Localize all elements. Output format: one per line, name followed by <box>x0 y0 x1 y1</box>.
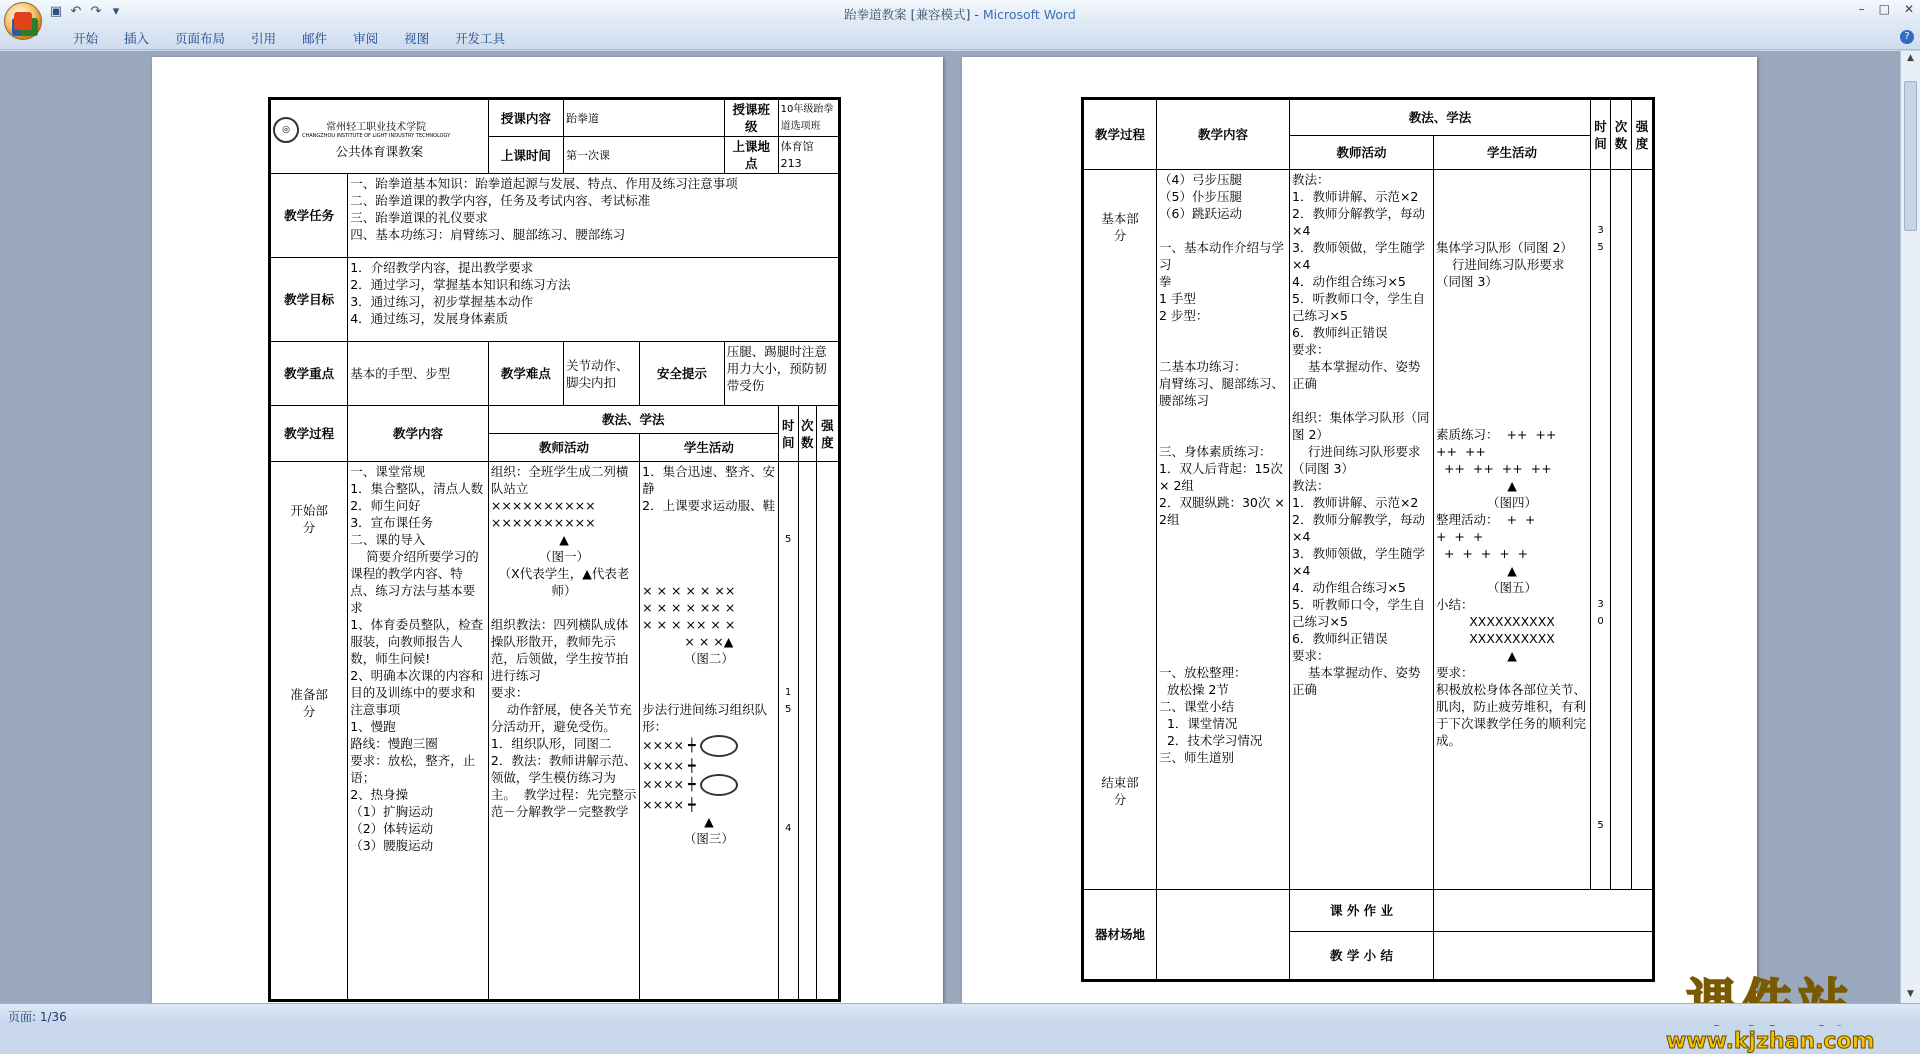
teacher-line: 4．动作组合练习×5 <box>1292 274 1406 289</box>
header-time: 时间 <box>1591 100 1611 170</box>
teacher-line: 3．教师领做，学生随学×4 <box>1292 546 1425 578</box>
teacher-line: 要求： <box>1292 342 1330 357</box>
formation-row: ++ ++ ++ ++ <box>1436 461 1552 476</box>
content-line: （2）体转运动 <box>350 821 434 836</box>
content-line: 1 手型 <box>1159 291 1196 306</box>
spiral-path-icon <box>700 774 738 796</box>
office-logo-icon <box>14 12 32 30</box>
teacher-line: 3．教师领做，学生随学×4 <box>1292 240 1425 272</box>
formation-row: ×××× ┿ <box>642 774 776 796</box>
content-line: 拳 <box>1159 274 1172 289</box>
time-label: 上课时间 <box>488 137 563 174</box>
content-line: 二、课堂小结 <box>1159 699 1235 714</box>
header-school-cell <box>271 100 489 174</box>
tab-developer[interactable]: 开发工具 <box>455 31 506 46</box>
header-process: 教学过程 <box>1084 100 1157 170</box>
time-mark: 3 <box>1597 599 1604 610</box>
status-bar <box>0 1003 1920 1025</box>
equipment-value <box>1157 890 1290 980</box>
watermark-url: www.kjzhan.com <box>1666 1029 1875 1054</box>
app-name: Microsoft Word <box>982 7 1076 22</box>
header-method: 教法、学法 <box>1290 100 1591 136</box>
teacher-line: 6．教师纠正错误 <box>1292 631 1388 646</box>
content-list <box>1157 170 1290 890</box>
task-list <box>348 174 839 258</box>
place-value: 体育馆 213 <box>778 137 838 174</box>
window-title <box>0 5 1920 23</box>
formation-row: ×××××××××× <box>490 515 596 530</box>
intensity-column <box>816 462 838 1000</box>
figure-2-caption: （图二） <box>683 651 734 666</box>
homework-label: 课 外 作 业 <box>1290 890 1434 932</box>
formation-row: ×××× ┿ <box>642 758 696 773</box>
content-line: 2、热身操 <box>350 787 409 802</box>
key-value: 基本的手型、步型 <box>348 342 489 406</box>
content-line: （3）腰腹运动 <box>350 838 434 853</box>
scroll-up-icon[interactable]: ▲ <box>1907 53 1914 63</box>
goal-item: 3．通过练习，初步掌握基本动作 <box>350 294 534 309</box>
header-time: 时间 <box>778 406 798 462</box>
header-count: 次数 <box>1611 100 1632 170</box>
task-item: 四、基本功练习：肩臂练习、腿部练习、腰部练习 <box>350 227 626 242</box>
teacher-line: 1．教师讲解、示范×2 <box>1292 189 1419 204</box>
content-line: 2、明确本次课的内容和目的及训练中的要求和注意事项 <box>350 668 484 717</box>
teacher-activity-list <box>1290 170 1434 890</box>
lesson-plan-table-2 <box>1083 99 1653 980</box>
figure-4-caption: （图四） <box>1487 495 1538 510</box>
student-line: 1．集合迅速、整齐、安静 <box>642 464 776 496</box>
time-column <box>1591 170 1611 890</box>
teacher-line: 2．教法：教师讲解示范、领做，学生模仿练习为主。 教学过程：先完整示范－分解教学－完整教学 <box>490 753 637 819</box>
teacher-line: 组织：集体学习队形（同图 2） <box>1292 410 1430 442</box>
content-line: 肩臂练习、腿部练习、腰部练习 <box>1159 376 1285 408</box>
school-seal-icon: ◎ <box>273 117 299 143</box>
content-line: （6）跳跃运动 <box>1159 206 1242 221</box>
document-page-2 <box>962 57 1757 1007</box>
teacher-marker: ▲ <box>704 814 714 829</box>
window-controls <box>1859 2 1914 16</box>
content-line: 1．课堂情况 <box>1159 716 1238 731</box>
content-line: 一、基本动作介绍与学习 <box>1159 240 1285 272</box>
time-mark: 4 <box>785 823 792 834</box>
header-student: 学生活动 <box>640 434 779 462</box>
teacher-line: 2．教师分解教学，每动×4 <box>1292 206 1425 238</box>
time-mark: 1 <box>785 687 792 698</box>
formation-text: ×××× <box>642 758 685 773</box>
customize-dropdown-icon[interactable]: ▾ <box>112 4 120 19</box>
teach-class-value: 10年级跆拳道选项班 <box>778 100 838 137</box>
teacher-line: 4．动作组合练习×5 <box>1292 580 1406 595</box>
teach-class-label: 授课班级 <box>724 100 778 137</box>
difficulty-label: 教学难点 <box>488 342 563 406</box>
content-line: 放松操 2节 <box>1159 682 1229 697</box>
teacher-line: 行进间练习队形要求（同图 3） <box>1292 444 1421 476</box>
student-line: 小结： <box>1436 597 1474 612</box>
student-line: 2．上课要求运动服、鞋 <box>642 498 776 513</box>
formation-row: × × × × ×× × <box>642 600 736 615</box>
student-activity-list <box>1434 170 1591 890</box>
formation-row: × × × ×× × × <box>642 617 736 632</box>
goal-item: 1．介绍教学内容，提出教学要求 <box>350 260 534 275</box>
teacher-activity-list <box>488 462 639 1000</box>
content-line: 一、课堂常规 <box>350 464 426 479</box>
content-line: 三、身体素质练习： <box>1159 444 1272 459</box>
content-line: 路线：慢跑三圈 <box>350 736 438 751</box>
tab-insert[interactable]: 插入 <box>124 31 150 46</box>
tab-home[interactable]: 开始 <box>73 31 99 46</box>
page-indicator[interactable]: 页面: 1/36 <box>8 1010 67 1024</box>
teacher-line: 基本掌握动作、姿势正确 <box>1292 359 1421 391</box>
school-english-name: CHANGZHOU INSTITUTE OF LIGHT INDUSTRY TECHNOLOGY <box>302 132 451 139</box>
teach-content-value: 跆拳道 <box>563 100 724 137</box>
figure-1-caption: （图一） <box>538 549 589 564</box>
school-name: 常州轻工职业技术学院 <box>326 121 427 133</box>
teacher-line: 要求： <box>490 685 529 700</box>
time-mark: 5 <box>785 704 792 715</box>
teach-content-label: 授课内容 <box>488 100 563 137</box>
student-line: 集体学习队形（同图 2） <box>1436 240 1573 255</box>
teacher-line: 教法： <box>1292 478 1330 493</box>
formation-row: ×××× ┿ <box>642 735 776 757</box>
task-item: 二、跆拳道课的教学内容，任务及考试内容、考试标准 <box>350 193 651 208</box>
content-line: 1、慢跑 <box>350 719 396 734</box>
content-line: 二基本功练习： <box>1159 359 1247 374</box>
vertical-scrollbar[interactable] <box>1900 51 1920 1003</box>
equipment-label: 器材场地 <box>1084 890 1157 980</box>
count-column <box>1611 170 1632 890</box>
content-line: 三、师生道别 <box>1159 750 1235 765</box>
content-line: 二、课的导入 <box>350 532 426 547</box>
tab-review[interactable]: 审阅 <box>353 31 379 46</box>
content-line: （4）弓步压腿 <box>1159 172 1242 187</box>
spiral-path-icon <box>700 735 738 757</box>
content-line: 2 步型： <box>1159 308 1209 323</box>
homework-value <box>1434 890 1653 932</box>
goal-list <box>348 258 839 342</box>
time-mark: 5 <box>785 534 792 545</box>
maximize-icon[interactable]: □ <box>1878 2 1890 16</box>
stage-end: 结束部分 <box>1101 775 1139 807</box>
content-line: （1）扩胸运动 <box>350 804 434 819</box>
doc-title: 公共体育课教案 <box>335 144 424 159</box>
teacher-line: 1．组织队形，同图二 <box>490 736 612 751</box>
stage-column <box>271 462 348 1000</box>
figure-1-legend: （X代表学生，▲代表老师） <box>498 566 630 598</box>
tab-view[interactable]: 视图 <box>404 31 430 46</box>
safety-value: 压腿、踢腿时注意用力大小，预防韧带受伤 <box>724 342 838 406</box>
header-student: 学生活动 <box>1434 136 1591 170</box>
student-line: 积极放松身体各部位关节、肌肉，防止疲劳堆积，有利于下次课教学任务的顺利完成。 <box>1436 682 1587 748</box>
header-content: 教学内容 <box>1157 100 1290 170</box>
content-line: 一、放松整理： <box>1159 665 1247 680</box>
teacher-line: 组织：全班学生成二列横队站立 <box>490 464 629 496</box>
formation-row: + + + + + <box>1436 546 1529 561</box>
formation-text: ×××× <box>642 776 685 792</box>
undo-icon[interactable]: ↶ <box>70 4 82 19</box>
place-label: 上课地点 <box>724 137 778 174</box>
student-line: 要求： <box>1436 665 1474 680</box>
stage-basic: 基本部分 <box>1101 211 1139 243</box>
close-icon[interactable]: ✕ <box>1903 2 1914 16</box>
lesson-plan-table-1 <box>270 99 839 1000</box>
help-icon[interactable]: ? <box>1900 30 1914 44</box>
tab-page-layout[interactable]: 页面布局 <box>175 31 226 46</box>
teacher-line: 动作舒展，使各关节充分活动开，避免受伤。 <box>490 702 632 734</box>
goal-label: 教学目标 <box>271 258 348 342</box>
student-activity-list <box>640 462 779 1000</box>
tab-references[interactable]: 引用 <box>251 31 277 46</box>
content-list <box>348 462 489 1000</box>
tab-mailings[interactable]: 邮件 <box>302 31 328 46</box>
document-name: 跆拳道教案 [兼容模式] - <box>844 7 983 22</box>
time-value: 第一次课 <box>563 137 724 174</box>
header-content: 教学内容 <box>348 406 489 462</box>
summary-value <box>1434 932 1653 980</box>
teacher-marker: ▲ <box>1507 563 1517 578</box>
header-process: 教学过程 <box>271 406 348 462</box>
content-line: 1．集合整队，清点人数 <box>350 481 484 496</box>
content-line: 要求：放松，整齐，止语； <box>350 753 476 785</box>
header-count: 次数 <box>798 406 816 462</box>
content-line: 1、体育委员整队，检查服装，向教师报告人数，师生问候! <box>350 617 484 666</box>
student-line: 行进间练习队形要求（同图 3） <box>1436 257 1565 289</box>
stage-prep: 准备部分 <box>290 687 328 719</box>
stage-start: 开始部分 <box>290 503 328 535</box>
key-label: 教学重点 <box>271 342 348 406</box>
formation-row: + + + <box>1436 529 1484 544</box>
redo-icon[interactable]: ↷ <box>90 4 102 19</box>
task-label: 教学任务 <box>271 174 348 258</box>
ribbon-tabs <box>0 24 1920 50</box>
minimize-icon[interactable]: – <box>1858 2 1865 16</box>
figure-5-caption: （图五） <box>1487 580 1538 595</box>
teacher-line: 5．听教师口令，学生自己练习×5 <box>1292 291 1425 323</box>
student-line: 整理活动： + + <box>1436 512 1536 527</box>
office-button[interactable] <box>4 2 42 40</box>
header-intensity: 强度 <box>816 406 838 462</box>
content-line: 2．师生问好 <box>350 498 421 513</box>
figure-3-caption: （图三） <box>683 831 734 846</box>
formation-row: ×××××××××× <box>490 498 596 513</box>
formation-row: XXXXXXXXXX <box>1469 631 1555 646</box>
header-method: 教法、学法 <box>488 406 778 434</box>
safety-label: 安全提示 <box>640 342 725 406</box>
count-column <box>798 462 816 1000</box>
document-page-1 <box>152 57 943 1007</box>
header-teacher: 教师活动 <box>1290 136 1434 170</box>
teacher-line: 要求： <box>1292 648 1330 663</box>
difficulty-value: 关节动作、脚尖内扣 <box>563 342 639 406</box>
student-line: 步法行进间练习组织队形： <box>642 702 768 734</box>
content-line: 简要介绍所要学习的课程的教学内容、特点、练习方法与基本要求 <box>350 549 479 615</box>
scroll-down-icon[interactable]: ▼ <box>1907 989 1914 999</box>
student-line: 素质练习： ++ ++ <box>1436 427 1557 442</box>
time-mark: 0 <box>1597 616 1604 627</box>
time-mark: 5 <box>1597 242 1604 253</box>
time-mark: 3 <box>1597 225 1604 236</box>
teacher-line: 教法： <box>1292 172 1330 187</box>
content-line: 3．宣布课任务 <box>350 515 434 530</box>
teacher-line: 2．教师分解教学，每动×4 <box>1292 512 1425 544</box>
content-line: 2．技术学习情况 <box>1159 733 1263 748</box>
goal-item: 4．通过练习，发展身体素质 <box>350 311 509 326</box>
formation-text: ×××× <box>642 797 685 812</box>
task-item: 一、跆拳道基本知识：跆拳道起源与发展、特点、作用及练习注意事项 <box>350 176 738 191</box>
time-mark: 5 <box>1597 820 1604 831</box>
task-item: 三、跆拳道课的礼仪要求 <box>350 210 488 225</box>
goal-item: 2．通过学习，掌握基本知识和练习方法 <box>350 277 571 292</box>
teacher-marker: ▲ <box>1507 478 1517 493</box>
teacher-line: 组织教法：四列横队成体操队形散开，教师先示范，后领做，学生按节拍进行练习 <box>490 617 629 683</box>
teacher-marker: ▲ <box>1507 648 1517 663</box>
teacher-line: 5．听教师口令，学生自己练习×5 <box>1292 597 1425 629</box>
teacher-line: 基本掌握动作、姿势正确 <box>1292 665 1421 697</box>
intensity-column <box>1632 170 1653 890</box>
formation-row: ×××× ┿ <box>642 797 696 812</box>
teacher-line: 1．教师讲解、示范×2 <box>1292 495 1419 510</box>
scrollbar-thumb[interactable] <box>1904 81 1917 231</box>
formation-row: ++ ++ <box>1436 444 1486 459</box>
teacher-marker: ▲ <box>559 532 569 547</box>
formation-row: XXXXXXXXXX <box>1469 614 1555 629</box>
title-bar <box>0 0 1920 24</box>
content-line: 1．双人后背起：15次 × 2组 <box>1159 461 1287 493</box>
stage-column <box>1084 170 1157 890</box>
header-intensity: 强度 <box>1632 100 1653 170</box>
quick-access-toolbar <box>48 3 124 21</box>
teacher-line: 6．教师纠正错误 <box>1292 325 1388 340</box>
header-teacher: 教师活动 <box>488 434 639 462</box>
time-column <box>778 462 798 1000</box>
summary-label: 教 学 小 结 <box>1290 932 1434 980</box>
formation-text: ×××× <box>642 737 685 753</box>
content-line: （5）仆步压腿 <box>1159 189 1242 204</box>
content-line: 2．双腿纵跳：30次 × 2组 <box>1159 495 1289 527</box>
formation-row: × × ×▲ <box>684 634 734 649</box>
formation-row: × × × × × ×× <box>642 583 736 598</box>
save-icon[interactable]: ▣ <box>49 4 63 19</box>
